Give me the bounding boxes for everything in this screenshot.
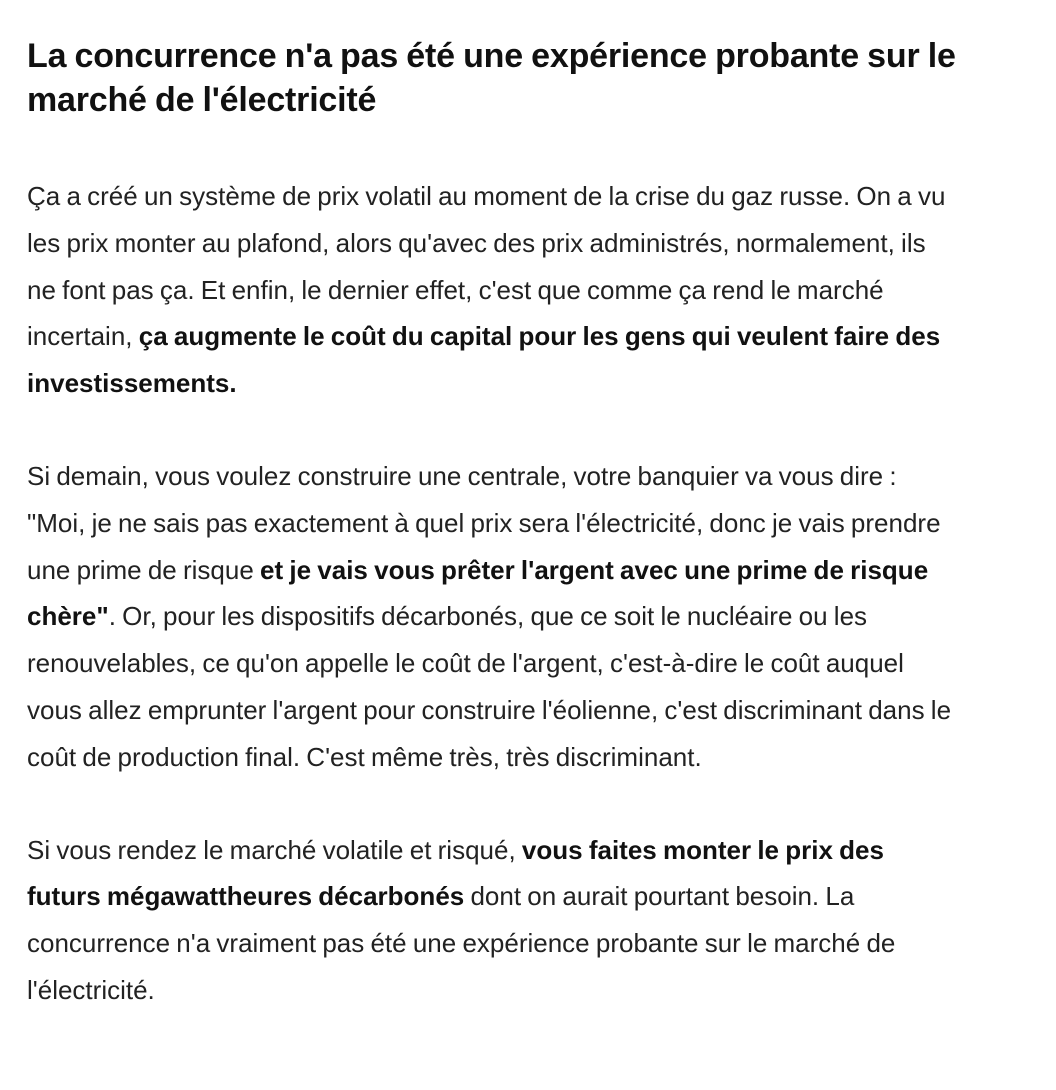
paragraph-text: dont on aurait pourtant besoin. La concurrence n'a vraiment pas été une expérience probante sur le marché de l'électricité.	[27, 881, 896, 1005]
paragraph-bold-text: et je vais vous prêter l'argent avec une prime de risque chère"	[27, 554, 929, 632]
paragraph-text: . Or, pour les dispositifs décarbonés, que ce soit le nucléaire ou les renouvelables, ce qu'on appelle le coût de l'argent, c'est-à-dire le coût auquel vous allez emprunter l'argent pour construire l'éolienne, c'est discriminant dans le coût de production final. C'est même très, très discriminant.	[27, 601, 952, 772]
paragraph-text: Si demain, vous voulez construire une centrale, votre banquier va vous dire : "Moi, je ne sais pas exactement à quel prix sera l'électricité, donc je vais prendre une prime de risque	[27, 460, 941, 585]
paragraph-bold-text: vous faites monter le prix des futurs mégawattheures décarbonés	[27, 834, 884, 912]
article-paragraph	[27, 827, 957, 1014]
paragraph-bold-text: ça augmente le coût du capital pour les gens qui veulent faire des investissements.	[27, 321, 941, 399]
paragraph-text: Ça a créé un système de prix volatil au moment de la crise du gaz russe. On a vu les prix monter au plafond, alors qu'avec des prix administrés, normalement, ils ne font pas ça. Et enfin, le dernier effet, c'est que comme ça rend le marché incertain,	[27, 181, 946, 352]
article-title: La concurrence n'a pas été une expérience probante sur le marché de l'électricité	[27, 37, 956, 119]
article-paragraph	[27, 453, 957, 781]
paragraph-text: Si vous rendez le marché volatile et risqué,	[27, 834, 522, 865]
article-paragraph	[27, 173, 957, 407]
